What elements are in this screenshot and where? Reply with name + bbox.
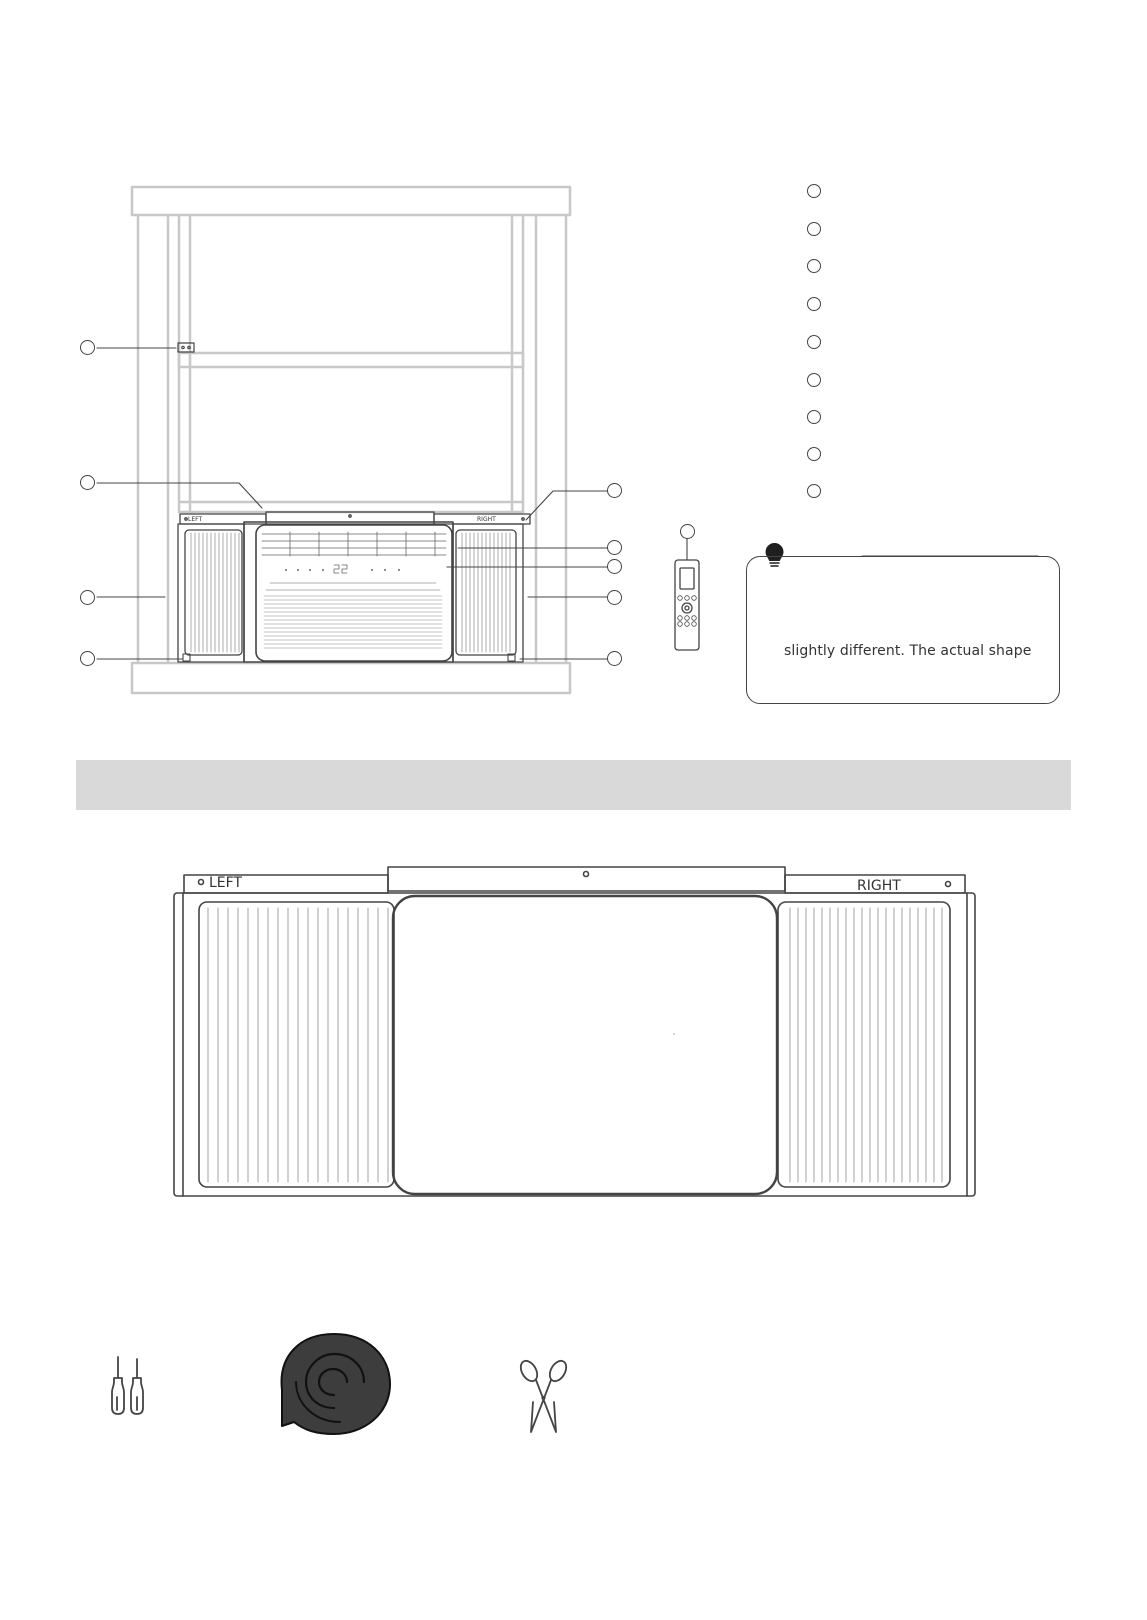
kit-left-label: LEFT (209, 875, 243, 891)
top-right-label: RIGHT (477, 516, 496, 523)
callout-control-panel (607, 559, 622, 574)
callout-sash-lock (80, 340, 95, 355)
legend-item (807, 184, 821, 198)
foam-roll-icon (282, 1334, 390, 1434)
legend-item (807, 373, 821, 387)
callout-right-bracket (607, 651, 622, 666)
note-box (746, 556, 1060, 704)
kit-right-label: RIGHT (857, 878, 901, 894)
callout-remote-control (680, 524, 695, 539)
callout-top-rail (80, 475, 95, 490)
legend-item (807, 447, 821, 461)
legend-item (807, 297, 821, 311)
callout-left-panel (80, 590, 95, 605)
legend-item (807, 259, 821, 273)
legend-item (807, 484, 821, 498)
legend-item (807, 410, 821, 424)
top-left-label: LEFT (188, 516, 203, 523)
callout-left-bracket (80, 651, 95, 666)
callout-right-panel (607, 590, 622, 605)
legend-item (807, 222, 821, 236)
scissors-icon (517, 1358, 569, 1432)
callout-air-conditioner (607, 540, 622, 555)
section-header-bar (76, 760, 1071, 810)
legend-item (807, 335, 821, 349)
callout-right-rail (607, 483, 622, 498)
screwdrivers-icon (112, 1357, 143, 1414)
note-text: slightly different. The actual shape (784, 643, 1032, 659)
